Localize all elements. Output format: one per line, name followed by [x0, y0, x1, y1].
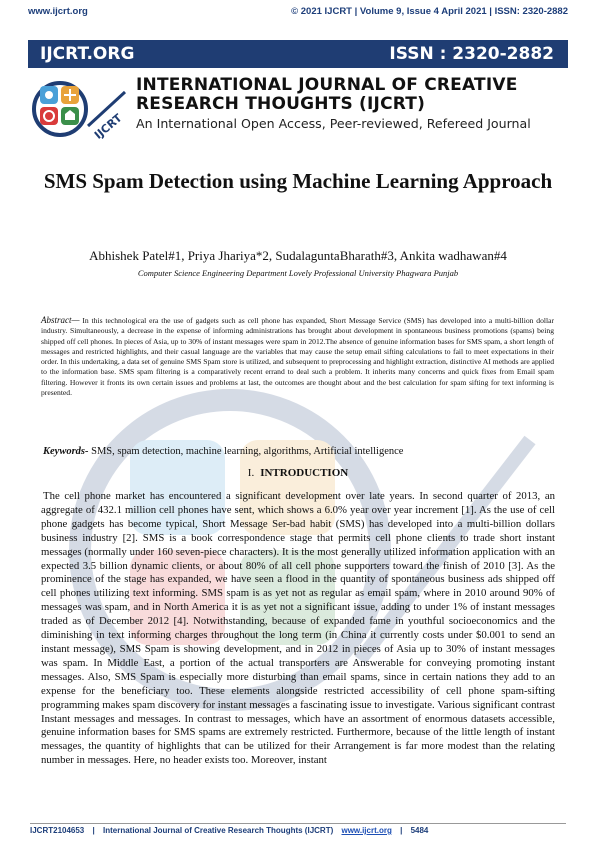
running-header — [28, 6, 568, 20]
section-name: INTRODUCTION — [260, 467, 349, 479]
banner-issn: ISSN : 2320-2882 — [389, 44, 554, 64]
footer-journal: International Journal of Creative Research Thoughts (IJCRT) — [102, 826, 334, 835]
footer-page-number: 5484 — [410, 826, 429, 835]
keywords — [43, 446, 556, 457]
paper-title: SMS Spam Detection using Machine Learning Approach — [43, 169, 553, 193]
section-number: I. — [247, 467, 255, 479]
abstract — [41, 315, 554, 398]
logo-text: IJCRT — [91, 111, 125, 142]
journal-title — [136, 76, 566, 114]
footer-url[interactable]: www.ijcrt.org — [341, 826, 392, 835]
site-link[interactable]: www.ijcrt.org — [28, 6, 88, 17]
footer-paper-id: IJCRT2104653 — [30, 826, 85, 835]
keywords-text: SMS, spam detection, machine learning, algorithms, Artificial intelligence — [88, 446, 404, 457]
abstract-label: Abstract— — [41, 315, 80, 325]
issue-info: © 2021 IJCRT | Volume 9, Issue 4 April 2021 | ISSN: 2320-2882 — [291, 6, 568, 17]
page-footer: IJCRT2104653 | International Journal of Creative Research Thoughts (IJCRT) www.ijcrt.org | 5484 — [30, 823, 566, 835]
journal-title-line1: INTERNATIONAL JOURNAL OF CREATIVE — [136, 75, 518, 95]
abstract-text: In this technological era the use of gadgets such as cell phone has expanded, Short Message Service (SMS) has developed into a multi-billion dollar industry. Simultaneously, a decrease in the expense of informing administrations has brought about development in spontaneous business promotions (spams) being shipped off cell phones. In pieces of Asia, up to 30% of instant messages were spam in 2012.The absence of genuine information bases for SMS spam, a short length of messages and restricted highlights, and their casual language are the variables that may cause the setup email sifting calculations to fail to meet expectations in their order. In this undertaking, a data set of genuine SMS Spam store is utilized, and subsequent to preprocessing and highlight extraction, distinctive AI methods are applied to the information base. SMS spam filtering is a comparatively recent errand to deal such a problem. It inherits many concerns and quick fixes from Email spam filtering. However it fronts its own certain issues and problems at last, the outcomes are thought about and the best calculation for spam sifting for text informing is presented. — [41, 316, 554, 398]
paper-authors: Abhishek Patel#1, Priya Jhariya*2, SudalaguntaBharath#3, Ankita wadhawan#4 — [89, 248, 507, 263]
paper-affiliation: Computer Science Engineering Department Lovely Professional University Phagwara Punjab — [137, 268, 459, 278]
banner-site: IJCRT.ORG — [40, 44, 135, 64]
keywords-label: Keywords- — [43, 446, 89, 457]
body-text: The cell phone market has encountered a significant development over late years. In second quarter of 2013, an aggregate of 432.1 million cell phones have sent, which shows a 6.0% year over year increment [1]. As the use of cell phone gadgets has become typical, Short Message Ser-bad habit (SMS) has developed into a multi-billion dollars business industry [2]. SMS is a book correspondence stage that permits cell phone clients to trade short instant messages (normally under 160 seven-piece characters). It is the most generally utilized information application with an expected 3.5 billion dynamic clients, or about 80% of all cell phone supporters toward the finish of 2010 [3]. As the prominence of the stage has expanded, we have seen a flood in the quantity of spontaneous business ads shipped off cell phones utilizing text informing. SMS spam is as yet not as regular as email spam, where in 2010 around 90% of messages was spam, and in North America it is as yet not a significant issue, adding to under 1% of instant messages traded as of December 2012 [4]. Notwithstanding, because of expanded fame in youthful socioeconomics and the diminishing in text informing charges throughout the long term (in China it currently costs under $0.001 to send an instant message), SMS Spam is showing development, and in 2012 in pieces of Asia up to 30% of instant messages was spam. In Middle East, a portion of the actual transporters are Answerable for conveying promoting instant messages. Also, SMS Spam is especially more disturbing than email spams, since in certain nations they add to an expense for the beneficiary too. These elements alongside restricted accessibility of cell phone spam-sifting programming makes spam discovery for instant messages a fascinating issue to investigate. Various significant contrast Instant messages and messages. In contrast to messages, which have an assortment of enormous datasets accessible, genuine information bases for SMS spams are extremely restricted. Furthermore, because of the little length of instant messages, the quantity of highlights that can be utilized for their Arrangement is far more modest than the relating number in messages. Here, no header exists too. Moreover, instant — [41, 490, 555, 767]
journal-subtitle: An International Open Access, Peer-reviewed, Refereed Journal — [136, 116, 531, 131]
journal-banner — [28, 40, 568, 68]
journal-title-line2: RESEARCH THOUGHTS (IJCRT) — [136, 94, 426, 114]
section-heading — [0, 467, 596, 479]
journal-logo — [30, 74, 130, 144]
